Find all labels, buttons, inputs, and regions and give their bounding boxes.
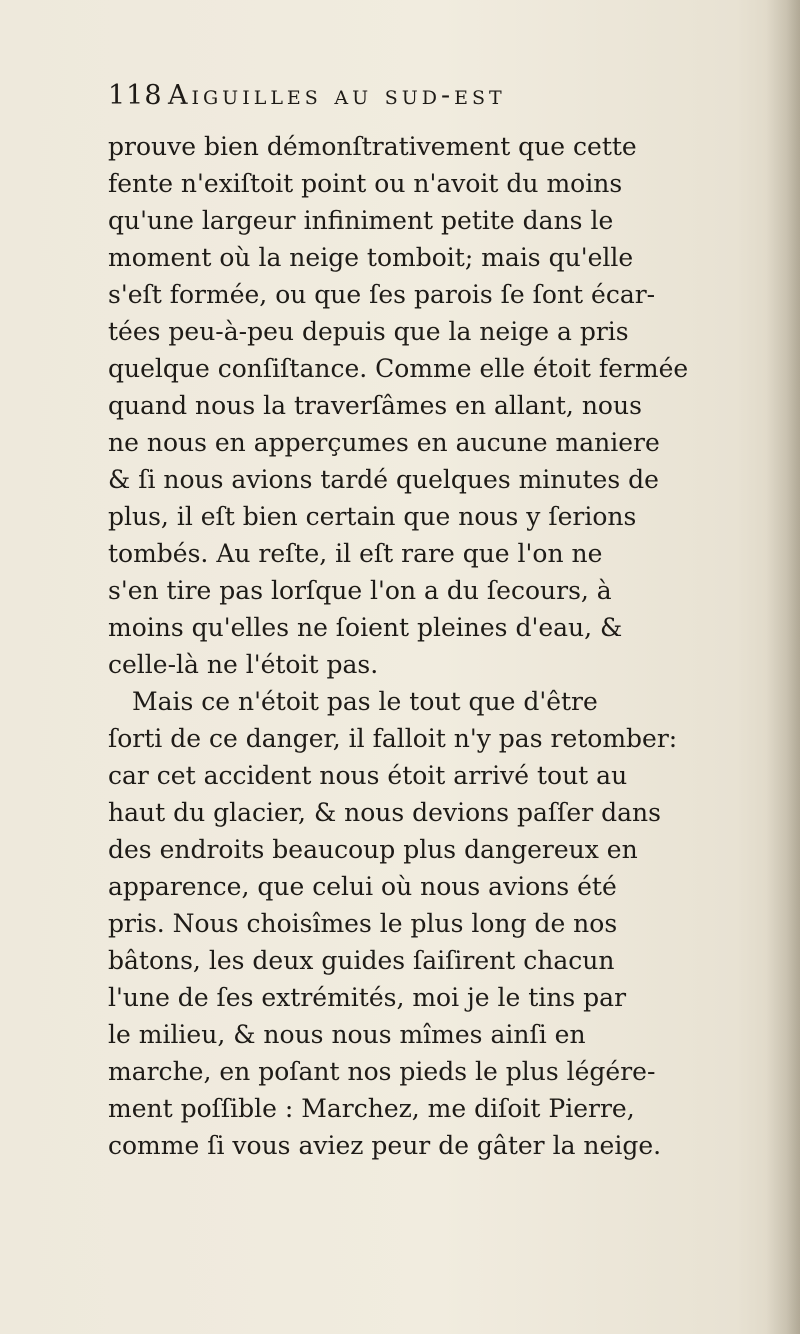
text-line: le milieu, & nous nous mîmes ainſi en bbox=[108, 1020, 586, 1049]
body-text bbox=[108, 128, 768, 1178]
text-line: bâtons, les deux guides ſaiſirent chacun bbox=[108, 946, 615, 975]
text-line: ſorti de ce danger, il falloit n'y pas retomber: bbox=[108, 724, 678, 753]
text-line: quand nous la traverſâmes en allant, nous bbox=[108, 391, 642, 420]
text-line: plus, il eſt bien certain que nous y ſerions bbox=[108, 502, 637, 531]
text-line: quelque conſiſtance. Comme elle étoit fermée bbox=[108, 354, 689, 383]
text-line: l'une de ſes extrémités, moi je le tins par bbox=[108, 983, 627, 1012]
text-line: moment où la neige tomboit; mais qu'elle bbox=[108, 243, 634, 272]
text-line: moins qu'elles ne ſoient pleines d'eau, & bbox=[108, 613, 623, 642]
text-line: ment poſſible : Marchez, me diſoit Pierre, bbox=[108, 1094, 635, 1123]
text-line: fente n'exiſtoit point ou n'avoit du moins bbox=[108, 169, 623, 198]
text-line: s'en tire pas lorſque l'on a du ſecours, à bbox=[108, 576, 612, 605]
text-line: comme ſi vous aviez peur de gâter la neige. bbox=[108, 1131, 662, 1160]
text-line: qu'une largeur infiniment petite dans le bbox=[108, 206, 614, 235]
text-line: ne nous en apperçumes en aucune maniere bbox=[108, 428, 660, 457]
text-line: s'eſt formée, ou que ſes parois ſe ſont écar- bbox=[108, 280, 656, 309]
paragraph-start-line: Mais ce n'étoit pas le tout que d'être bbox=[132, 687, 598, 716]
text-line: marche, en poſant nos pieds le plus légére- bbox=[108, 1057, 656, 1086]
running-header bbox=[108, 76, 688, 116]
page-number: 118 bbox=[108, 80, 163, 111]
text-line: tées peu-à-peu depuis que la neige a pris bbox=[108, 317, 629, 346]
page-edge-shadow bbox=[766, 0, 800, 1334]
text-line: car cet accident nous étoit arrivé tout au bbox=[108, 761, 628, 790]
text-line: prouve bien démonſtrativement que cette bbox=[108, 132, 637, 161]
text-line: des endroits beaucoup plus dangereux en bbox=[108, 835, 638, 864]
text-line: apparence, que celui où nous avions été bbox=[108, 872, 617, 901]
text-line: haut du glacier, & nous devions paſſer dans bbox=[108, 798, 661, 827]
running-title: Aiguilles au sud-est bbox=[168, 80, 506, 111]
text-line: celle-là ne l'étoit pas. bbox=[108, 650, 379, 679]
text-line: & ſi nous avions tardé quelques minutes de bbox=[108, 465, 659, 494]
text-line: pris. Nous choisîmes le plus long de nos bbox=[108, 909, 618, 938]
text-line: tombés. Au reſte, il eſt rare que l'on ne bbox=[108, 539, 603, 568]
